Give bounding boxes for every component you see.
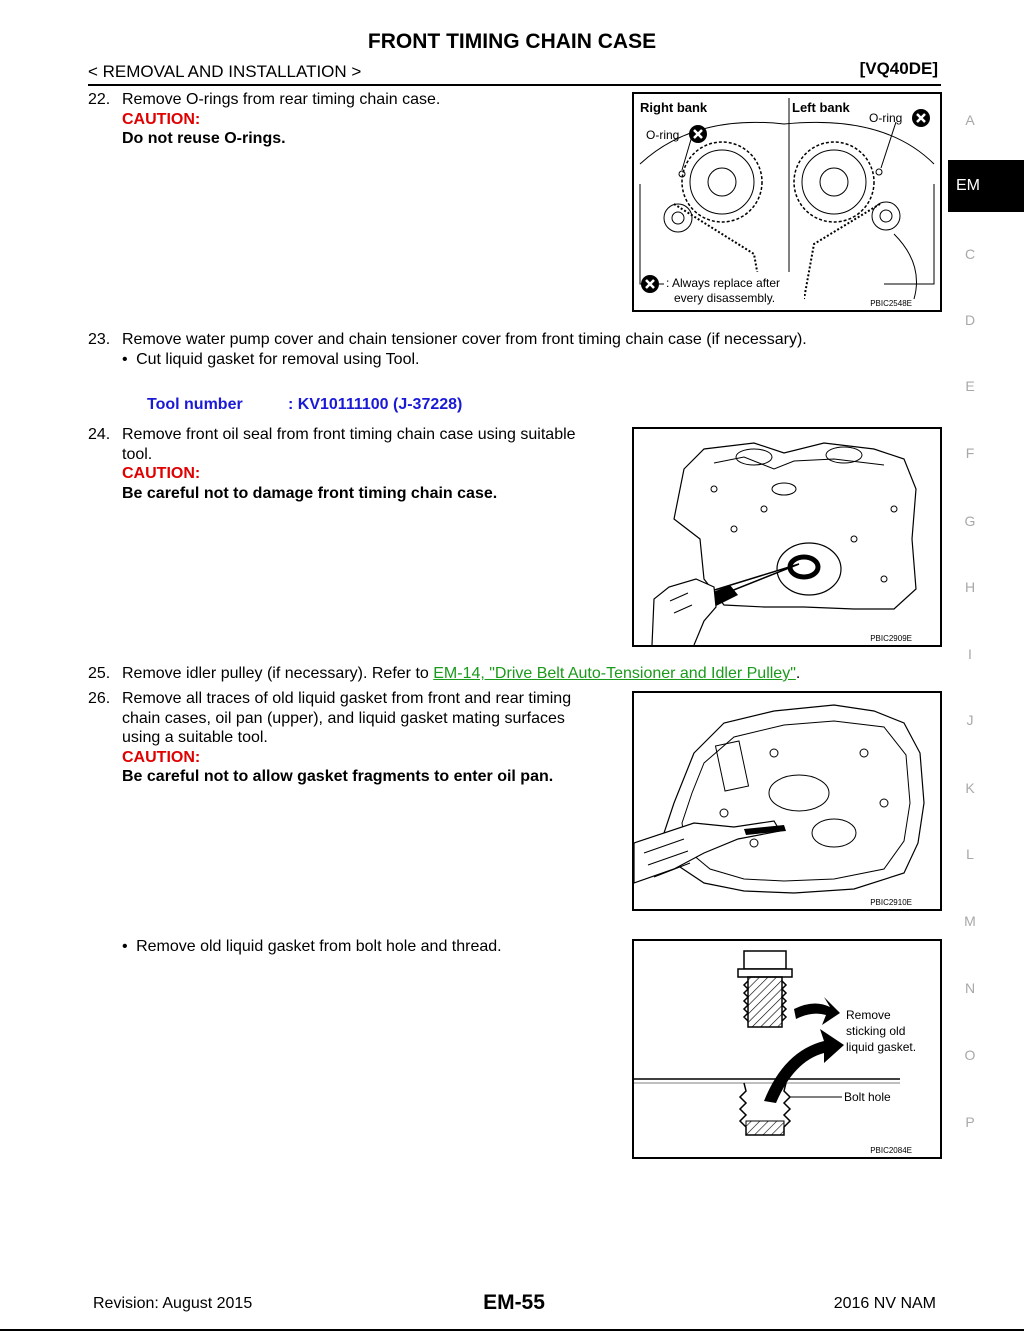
- callout-line1: Remove: [846, 1008, 891, 1022]
- figure-code: PBIC2548E: [870, 299, 912, 308]
- caution-label: CAUTION:: [122, 110, 201, 128]
- step-26: [88, 689, 623, 787]
- caution-label: CAUTION:: [122, 748, 201, 766]
- step-22: [88, 90, 608, 149]
- bolt-hole-label: Bolt hole: [844, 1090, 891, 1104]
- sidebar-tab-em[interactable]: EM: [948, 160, 1024, 212]
- engine-model: [VQ40DE]: [859, 59, 938, 78]
- step-text: Remove front oil seal from front timing chain case using suitable: [122, 426, 576, 443]
- tool-number-value: : KV10111100 (J-37228): [288, 396, 463, 413]
- revision-date: Revision: August 2015: [93, 1295, 253, 1312]
- left-bank-label: Left bank: [792, 100, 850, 115]
- step-text: Remove O-rings from rear timing chain case.: [122, 91, 441, 108]
- callout-line2: sticking old: [846, 1024, 906, 1038]
- step-number: 23.: [88, 331, 111, 348]
- sidebar-letter-i[interactable]: I: [968, 646, 972, 662]
- page-number: EM-55: [483, 1291, 545, 1314]
- sidebar-letter-n[interactable]: N: [964, 980, 976, 996]
- replace-note-line1: : Always replace after: [666, 276, 781, 290]
- replace-icon: [689, 125, 707, 143]
- right-bank-label: Right bank: [640, 100, 708, 115]
- gasket-removal-diagram: [634, 693, 940, 909]
- caution-text: Be careful not to damage front timing chain case.: [122, 484, 498, 502]
- sidebar-letter-o[interactable]: O: [964, 1047, 976, 1063]
- figure-code: PBIC2084E: [870, 1146, 912, 1155]
- step-number: 26.: [88, 690, 111, 707]
- step-text: tool.: [122, 445, 153, 463]
- figure-remove-gasket: [632, 691, 942, 911]
- step-text: Remove all traces of old liquid gasket from front and rear timing: [122, 690, 572, 707]
- sidebar-letter-e[interactable]: E: [965, 378, 975, 394]
- callout-line3: liquid gasket.: [846, 1040, 917, 1054]
- model-year: 2016 NV NAM: [833, 1295, 936, 1312]
- step-text: Remove water pump cover and chain tensioner cover from front timing chain case (if necessary).: [122, 331, 807, 348]
- sidebar-letter-k[interactable]: K: [965, 780, 975, 796]
- step-text: using a suitable tool.: [122, 729, 268, 746]
- caution-text: Be careful not to allow gasket fragments to enter oil pan.: [122, 768, 554, 785]
- oring-label-right: O-ring: [869, 111, 903, 125]
- bullet-mark: •: [122, 350, 128, 368]
- reference-link[interactable]: EM-14, "Drive Belt Auto-Tensioner and Idler Pulley": [433, 665, 796, 682]
- step-number: 25.: [88, 665, 111, 682]
- oil-seal-removal-diagram: [634, 429, 940, 645]
- figure-code: PBIC2910E: [870, 898, 912, 907]
- step-23: [88, 330, 928, 369]
- caution-label: CAUTION:: [122, 465, 201, 482]
- bullet-item: [122, 937, 622, 957]
- sidebar-letter-j[interactable]: J: [966, 712, 974, 728]
- sidebar-letter-l[interactable]: L: [966, 846, 974, 862]
- figure-bolt-hole: [632, 939, 942, 1159]
- sidebar-letter-f[interactable]: F: [965, 445, 975, 461]
- step-24: [88, 425, 623, 503]
- step-25: [88, 664, 928, 684]
- bullet-text: Cut liquid gasket for removal using Tool.: [136, 350, 420, 368]
- page-title: FRONT TIMING CHAIN CASE: [367, 30, 657, 53]
- figure-oring-locations: [632, 92, 942, 312]
- figure-remove-oil-seal: [632, 427, 942, 647]
- bullet-text: Remove old liquid gasket from bolt hole and thread.: [136, 938, 502, 955]
- oring-label-left: O-ring: [646, 128, 680, 142]
- step-text-end: .: [795, 665, 801, 682]
- replace-icon: [641, 275, 659, 293]
- sidebar-letter-a[interactable]: A: [965, 112, 975, 128]
- section-subheading: < REMOVAL AND INSTALLATION >: [88, 62, 362, 81]
- sidebar-letter-c[interactable]: C: [964, 246, 976, 262]
- sidebar-letter-m[interactable]: M: [964, 913, 976, 929]
- step-number: 22.: [88, 91, 111, 108]
- tool-number-label: Tool number: [147, 396, 243, 413]
- step-number: 24.: [88, 426, 111, 443]
- replace-icon: [912, 109, 930, 127]
- caution-text: Do not reuse O-rings.: [122, 130, 286, 147]
- sidebar-letter-p[interactable]: P: [965, 1114, 975, 1130]
- step-text: Remove idler pulley (if necessary). Refer to: [122, 665, 434, 682]
- replace-note-line2: every disassembly.: [674, 291, 776, 305]
- bolt-hole-diagram: [634, 941, 940, 1157]
- sidebar-letter-g[interactable]: G: [964, 513, 976, 529]
- bullet-item: [122, 350, 928, 370]
- oring-diagram: [634, 94, 940, 310]
- sidebar-letter-h[interactable]: H: [964, 579, 976, 595]
- figure-code: PBIC2909E: [870, 634, 912, 643]
- header-rule: [88, 84, 941, 86]
- bullet-mark: •: [122, 938, 128, 955]
- step-text: chain cases, oil pan (upper), and liquid gasket mating surfaces: [122, 709, 565, 727]
- sidebar-letter-d[interactable]: D: [964, 312, 976, 328]
